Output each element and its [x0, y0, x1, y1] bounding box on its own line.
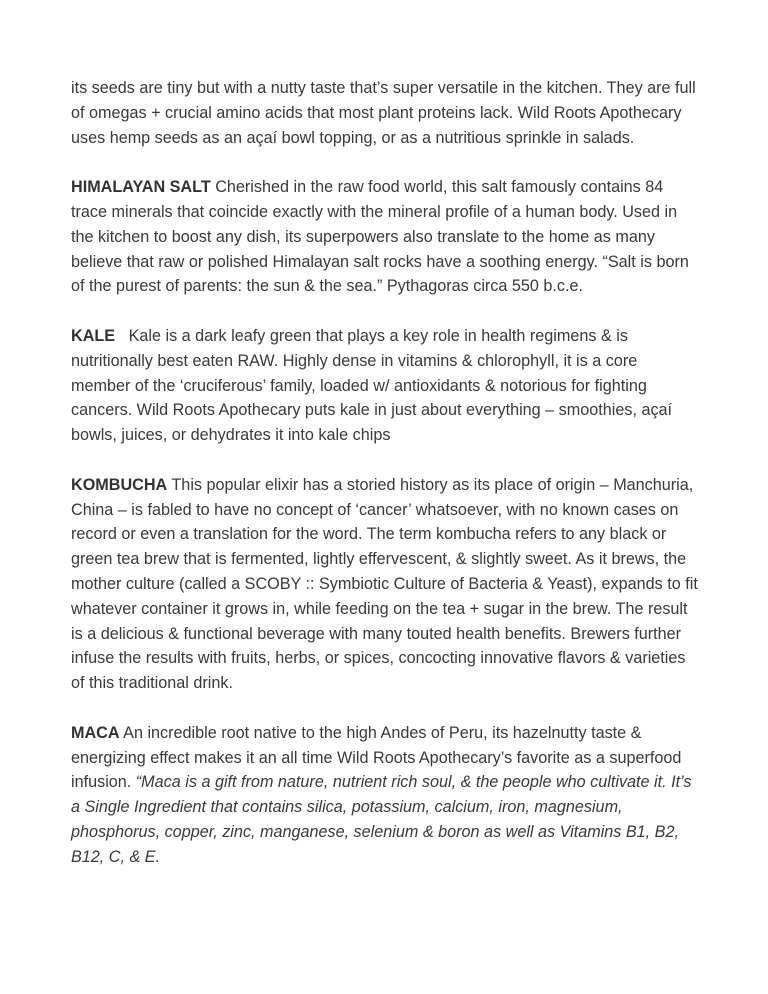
kale-paragraph — [71, 324, 701, 448]
maca-term: MACA — [71, 723, 120, 742]
hemp-paragraph — [71, 76, 701, 150]
hemp-body: its seeds are tiny but with a nutty taste that’s super versatile in the kitchen. They are full of omegas + crucial amino acids that most plant proteins lack. Wild Roots Apothecary uses hemp seeds as an açaí bowl topping, or as a nutritious sprinkle in salads. — [71, 79, 696, 147]
himalayan-salt-paragraph — [71, 175, 701, 299]
kale-term: KALE — [71, 326, 116, 345]
himalayan-salt-body: Cherished in the raw food world, this salt famously contains 84 trace minerals that coincide exactly with the mineral profile of a human body. Used in the kitchen to boost any dish, its superpowers also translate to the home as many believe that raw or polished Himalayan salt rocks have a soothing energy. “Salt is born of the purest of parents: the sun & the sea.” Pythagoras circa 550 b.c.e. — [71, 178, 689, 296]
himalayan-salt-term: HIMALAYAN SALT — [71, 178, 211, 197]
kombucha-term: KOMBUCHA — [71, 475, 168, 494]
maca-paragraph — [71, 721, 701, 870]
kombucha-body: This popular elixir has a storied history as its place of origin – Manchuria, China – is fabled to have no concept of ‘cancer’ whatsoever, with no known cases on record or even a translation for the word. The term kombucha refers to any black or green tea brew that is fermented, lightly effervescent, & slightly sweet. As it brews, the mother culture (called a SCOBY :: Symbiotic Culture of Bacteria & Yeast), expands to fit whatever container it grows in, while feeding on the tea + sugar in the brew. The result is a delicious & functional beverage with many touted health benefits. Brewers further infuse the results with fruits, herbs, or spices, concocting innovative flavors & varieties of this traditional drink. — [71, 475, 698, 693]
kale-body: Kale is a dark leafy green that plays a key role in health regimens & is nutritionally best eaten RAW. Highly dense in vitamins & chlorophyll, it is a core member of the ‘cruciferous’ family, loaded w/ antioxidants & notorious for fighting cancers. Wild Roots Apothecary puts kale in just about everything – smoothies, açaí bowls, juices, or dehydrates it into kale chips — [71, 326, 677, 445]
maca-quote: “Maca is a gift from nature, nutrient rich soul, & the people who cultivate it. It’s a Single Ingredient that contains silica, potassium, calcium, iron, magnesium, phosphorus, copper, zinc, manganese, selenium & boron as well as Vitamins B1, B2, B12, C, & E. — [71, 773, 692, 866]
maca-body: An incredible root native to the high Andes of Peru, its hazelnutty taste & energizing effect makes it an all time Wild Roots Apothecary’s favorite as a superfood infusion. — [71, 723, 682, 792]
kombucha-paragraph — [71, 473, 701, 696]
document-page — [71, 76, 701, 894]
